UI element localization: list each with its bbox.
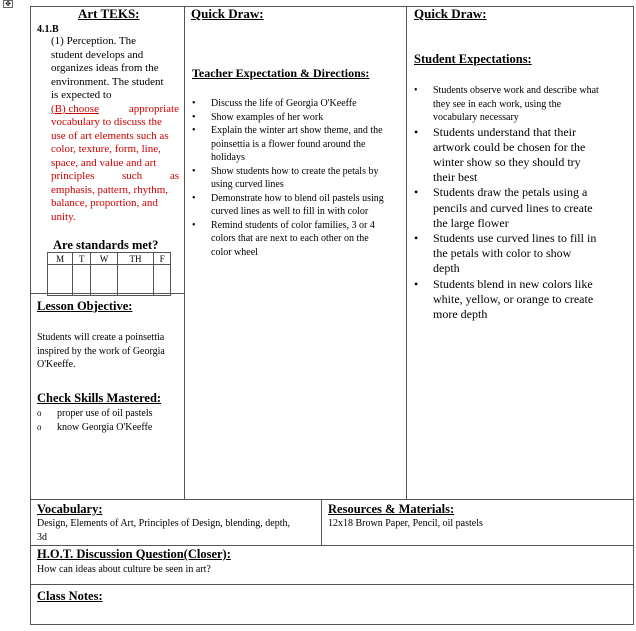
objective-line: O'Keeffe.	[37, 359, 76, 370]
table-move-handle[interactable]: ✥	[3, 0, 13, 8]
vocabulary-line: 3d	[37, 531, 47, 543]
day-check-cell[interactable]	[48, 265, 73, 296]
teacher-directions-list	[189, 97, 404, 259]
teks-red-text: as	[169, 170, 179, 182]
student-expectation-item: • Students observe work and describe what they see in each work, using the vocabulary necessary	[411, 84, 633, 125]
hot-question-title: H.O.T. Discussion Question(Closer):	[37, 547, 231, 561]
column-divider-left	[184, 6, 185, 499]
day-thursday: TH	[117, 253, 153, 265]
teks-red-line	[51, 103, 179, 117]
teks-red-line: space, and value and art	[51, 156, 157, 169]
skills-list	[35, 407, 181, 434]
teks-red-line: emphasis, pattern, rhythm,	[51, 183, 169, 196]
day-monday: M	[48, 253, 73, 265]
teks-red-line: use of art elements such as	[51, 129, 169, 142]
day-check-cell[interactable]	[117, 265, 153, 296]
teacher-direction-item: • Explain the winter art show theme, and the poinsettia is a flower found around the holidays	[189, 124, 404, 165]
teks-red-text: such	[122, 170, 143, 182]
student-expectation-item: • Students draw the petals using a pencils and curved lines to create the large flower	[411, 185, 633, 231]
objective-line: Students will create a poinsettia	[37, 332, 165, 343]
standards-met-title: Are standards met?	[53, 238, 159, 252]
lesson-objective-text	[37, 331, 183, 372]
teacher-direction-item: • Discuss the life of Georgia O'Keeffe	[189, 97, 404, 111]
teks-red-line: balance, proportion, and	[51, 197, 158, 209]
skill-item: o proper use of oil pastels	[35, 407, 181, 421]
skill-item: o know Georgia O'Keeffe	[35, 421, 181, 435]
teacher-direction-item: • Demonstrate how to blend oil pastels using curved lines as well to fill in with color	[189, 192, 404, 219]
teacher-expectation-title: Teacher Expectation & Directions:	[192, 66, 370, 80]
art-teks-title: Art TEKS:	[78, 6, 140, 21]
hot-question-text: How can ideas about culture be seen in art?	[37, 564, 211, 575]
student-expectation-item: • Students blend in new colors like white, yellow, or orange to create more depth	[411, 277, 633, 323]
check-skills-title: Check Skills Mastered:	[37, 391, 162, 405]
day-check-cell[interactable]	[154, 265, 171, 296]
day-friday: F	[154, 253, 171, 265]
teks-red-line: vocabulary to discuss the	[51, 116, 162, 128]
teks-red-text: principles	[51, 170, 95, 182]
vocabulary-line: Design, Elements of Art, Principles of Design, blending, depth,	[37, 518, 291, 529]
teks-red-text: (B) choose	[51, 102, 99, 115]
column-divider-right	[406, 6, 407, 499]
teks-red-text: appropriate	[128, 102, 179, 115]
vocabulary-text	[37, 517, 319, 544]
row-divider-hot	[30, 545, 634, 546]
objective-line: inspired by the work of Georgia	[37, 345, 165, 357]
student-expectations-title: Student Expectations:	[414, 52, 532, 66]
quick-draw-title-middle: Quick Draw:	[191, 6, 264, 21]
teks-red-line	[51, 170, 179, 184]
teks-code: 4.1.B	[37, 24, 59, 35]
day-check-cell[interactable]	[73, 265, 91, 296]
teks-line: environment. The student	[51, 75, 164, 88]
teks-red-line: color, texture, form, line,	[51, 143, 161, 155]
lesson-objective-title: Lesson Objective:	[37, 299, 133, 313]
teacher-direction-item: • Show examples of her work	[189, 111, 404, 125]
student-expectation-item: • Students use curved lines to fill in the petals with color to show depth	[411, 231, 633, 277]
class-notes-title: Class Notes:	[37, 589, 103, 603]
quick-draw-title-right: Quick Draw:	[414, 6, 487, 21]
teks-description	[51, 35, 179, 224]
teks-line: (1) Perception. The	[51, 35, 137, 47]
teacher-direction-item: • Show students how to create the petals by using curved lines	[189, 165, 404, 192]
teks-line: student develops and	[51, 48, 144, 61]
teks-line: organizes ideas from the	[51, 62, 159, 74]
resources-title: Resources & Materials:	[328, 502, 455, 516]
day-tuesday: T	[73, 253, 91, 265]
teacher-direction-item: • Remind students of color families, 3 or 4 colors that are next to each other on the color wheel	[189, 219, 404, 260]
standards-days-table	[47, 252, 171, 296]
day-check-cell[interactable]	[91, 265, 118, 296]
teks-red-line: unity.	[51, 210, 76, 223]
column-divider-resources	[321, 499, 322, 545]
student-expectations-list	[411, 84, 633, 322]
row-divider-vocabulary	[30, 499, 634, 500]
day-wednesday: W	[91, 253, 118, 265]
vocabulary-title: Vocabulary:	[37, 502, 103, 516]
resources-text: 12x18 Brown Paper, Pencil, oil pastels	[328, 518, 483, 529]
teks-line: is expected to	[51, 89, 112, 101]
row-divider-notes	[30, 584, 634, 585]
student-expectation-item: • Students understand that their artwork could be chosen for the winter show so they should try their best	[411, 125, 633, 186]
